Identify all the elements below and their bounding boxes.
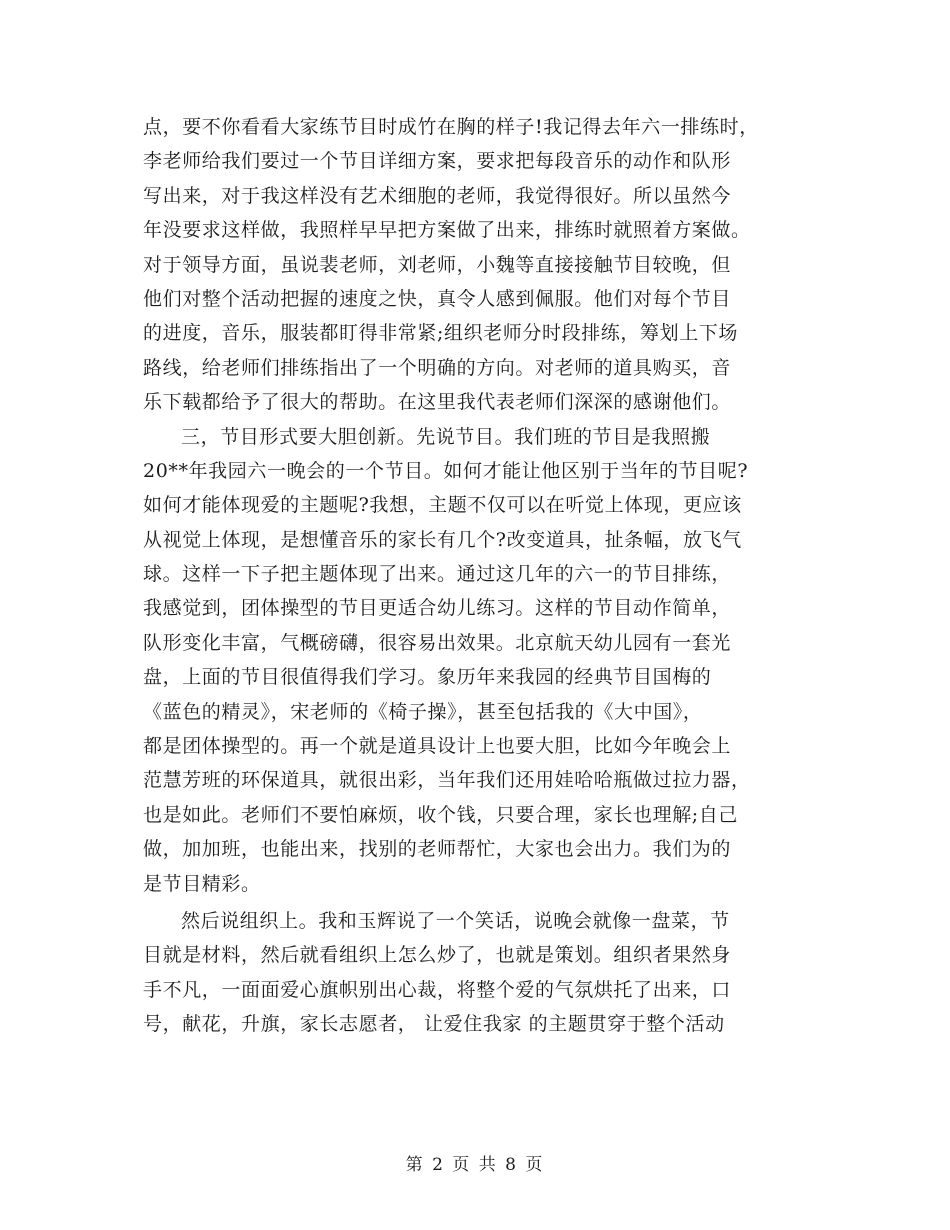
text-line: 的进度，音乐，服装都盯得非常紧;组织老师分时段排练，筹划上下场 bbox=[143, 322, 739, 345]
text-line: 乐下载都给予了很大的帮助。在这里我代表老师们深深的感谢他们。 bbox=[143, 391, 732, 414]
text-line: 20**年我园六一晚会的一个节目。如何才能让他区别于当年的节目呢? bbox=[143, 459, 749, 482]
text-line: 做，加加班，也能出来，找别的老师帮忙，大家也会出力。我们为的 bbox=[143, 838, 732, 861]
text-line: 也是如此。老师们不要怕麻烦，收个钱，只要合理，家长也理解;自己 bbox=[143, 803, 739, 826]
text-line: 写出来，对于我这样没有艺术细胞的老师，我觉得很好。所以虽然今 bbox=[143, 184, 732, 207]
text-line: 年没要求这样做，我照样早早把方案做了出来，排练时就照着方案做。 bbox=[143, 219, 751, 242]
text-line: 目就是材料，然后就看组织上怎么炒了，也就是策划。组织者果然身 bbox=[143, 944, 732, 967]
text-line: 路线，给老师们排练指出了一个明确的方向。对老师的道具购买，音 bbox=[143, 356, 732, 379]
text-line: 从视觉上体现，是想懂音乐的家长有几个?改变道具，扯条幅，放飞气 bbox=[143, 528, 742, 551]
text-line: 队形变化丰富，气概磅礴，很容易出效果。北京航天幼儿园有一套光 bbox=[143, 631, 732, 654]
text-line: 球。这样一下子把主题体现了出来。通过这几年的六一的节目排练， bbox=[143, 563, 732, 586]
text-line: 李老师给我们要过一个节目详细方案，要求把每段音乐的动作和队形 bbox=[143, 150, 732, 173]
text-line: 盘，上面的节目很值得我们学习。象历年来我园的经典节目国梅的 bbox=[143, 666, 712, 689]
paragraph-start-line: 然后说组织上。我和玉辉说了一个笑话，说晚会就像一盘菜，节 bbox=[181, 909, 730, 932]
text-line: 号，献花，升旗，家长志愿者， 让爱住我家 的主题贯穿于整个活动 bbox=[143, 1013, 725, 1036]
text-line: 范慧芳班的环保道具，就很出彩，当年我们还用娃哈哈瓶做过拉力器， bbox=[143, 769, 751, 792]
text-line: 他们对整个活动把握的速度之快，真令人感到佩服。他们对每个节目 bbox=[143, 287, 732, 310]
text-line: 点，要不你看看大家练节目时成竹在胸的样子!我记得去年六一排练时， bbox=[143, 116, 759, 138]
text-line: 我感觉到，团体操型的节目更适合幼儿练习。这样的节目动作简单， bbox=[143, 597, 732, 620]
text-line: 是节目精彩。 bbox=[143, 872, 261, 895]
paragraph-start-line: 三，节目形式要大胆创新。先说节目。我们班的节目是我照搬 bbox=[181, 425, 711, 448]
page-number-footer: 第 2 页 共 8 页 bbox=[405, 1155, 545, 1175]
text-line: 如何才能体现爱的主题呢?我想，主题不仅可以在听觉上体现，更应该 bbox=[143, 494, 742, 517]
text-line: 手不凡，一面面爱心旗帜别出心裁，将整个爱的气氛烘托了出来，口 bbox=[143, 978, 732, 1001]
text-line: 《蓝色的精灵》，宋老师的《椅子操》，甚至包括我的《大中国》， bbox=[143, 700, 703, 723]
text-line: 对于领导方面，虽说裴老师，刘老师，小魏等直接接触节目较晚，但 bbox=[143, 253, 732, 276]
text-line: 都是团体操型的。再一个就是道具设计上也要大胆，比如今年晚会上 bbox=[143, 735, 732, 758]
document-body bbox=[143, 110, 803, 1042]
